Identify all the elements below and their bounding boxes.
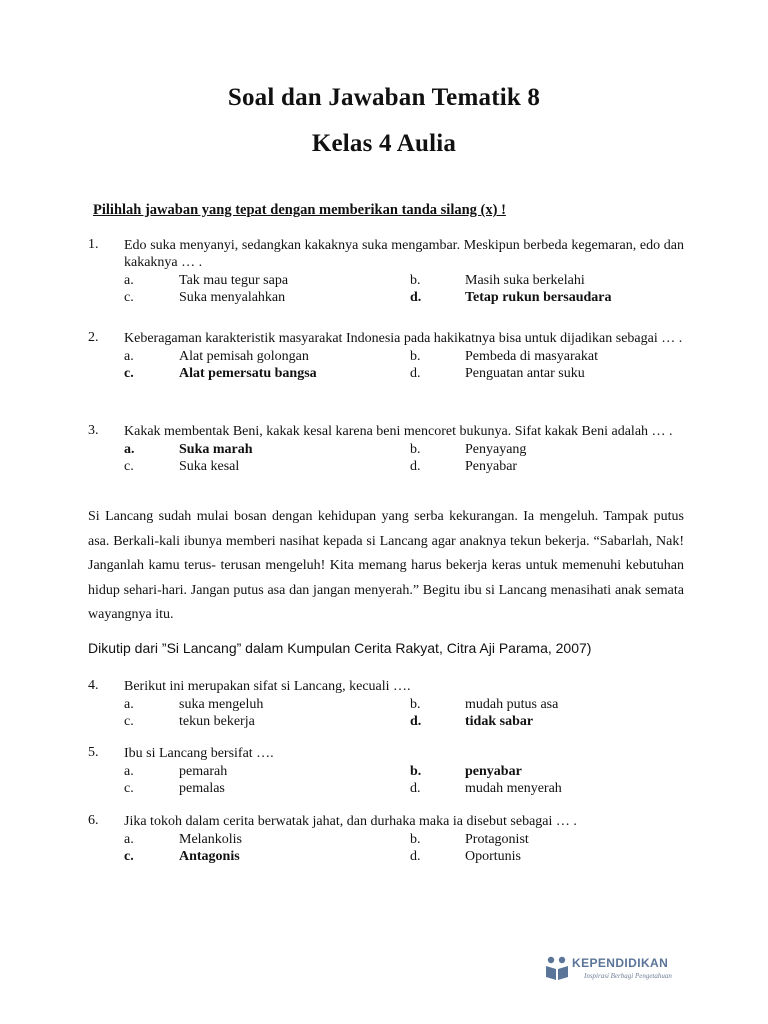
document-title: Soal dan Jawaban Tematik 8 bbox=[227, 84, 541, 111]
answer-options bbox=[88, 831, 684, 866]
option-letter: c. bbox=[124, 459, 134, 474]
answer-options bbox=[88, 272, 684, 307]
instruction-text: Pilihlah jawaban yang tepat dengan memberikan tanda silang (x) ! bbox=[93, 202, 506, 218]
question-item bbox=[88, 813, 684, 866]
option-text: Antagonis bbox=[179, 849, 240, 864]
answer-options bbox=[88, 441, 684, 476]
question-number: 4. bbox=[88, 678, 99, 693]
option-text: Masih suka berkelahi bbox=[465, 273, 585, 288]
option-letter: b. bbox=[410, 697, 421, 712]
question-stem bbox=[88, 330, 684, 347]
question-text: Berikut ini merupakan sifat si Lancang, kecuali …. bbox=[124, 679, 411, 694]
story-passage: Si Lancang sudah mulai bosan dengan kehidupan yang serba kekurangan. Ia mengeluh. Tampak putus asa. Berkali-kali ibunya memberi nasihat kepada si Lancang agar anaknya tekun bekerja. “Sabarlah, Nak! Janganlah kamu terus- terusan mengeluh! Kita memang harus bekerja keras untuk memenuhi kebutuhan hidup sehari-hari. Jangan putus asa dan jangan menyerah.” Begitu ibu si Lancang menasihati anak semata wayangnya itu. bbox=[88, 509, 684, 623]
publisher-logo bbox=[544, 952, 694, 992]
option-letter: a. bbox=[124, 764, 134, 779]
option-letter: d. bbox=[410, 714, 422, 729]
option-letter: a. bbox=[124, 442, 135, 457]
question-number: 3. bbox=[88, 423, 99, 438]
option-text: Suka marah bbox=[179, 442, 253, 457]
answer-options bbox=[88, 763, 684, 798]
option-text: tekun bekerja bbox=[179, 714, 255, 729]
question-item bbox=[88, 423, 684, 476]
option-letter: d. bbox=[410, 366, 421, 381]
option-letter: a. bbox=[124, 697, 134, 712]
question-text: Keberagaman karakteristik masyarakat Indonesia pada hakikatnya bisa untuk dijadikan sebagai … . bbox=[124, 331, 683, 346]
question-item bbox=[88, 237, 684, 307]
option-text: Melankolis bbox=[179, 832, 242, 847]
question-text: Ibu si Lancang bersifat …. bbox=[124, 746, 274, 761]
question-text: Edo suka menyanyi, sedangkan kakaknya suka mengambar. Meskipun berbeda kegemaran, edo dan kakaknya … . bbox=[124, 238, 684, 270]
question-stem bbox=[88, 813, 684, 830]
question-text: Jika tokoh dalam cerita berwatak jahat, dan durhaka maka ia disebut sebagai … . bbox=[124, 814, 577, 829]
option-letter: c. bbox=[124, 290, 134, 305]
question-item bbox=[88, 678, 684, 731]
question-stem bbox=[88, 237, 684, 271]
answer-options bbox=[88, 348, 684, 383]
question-number: 2. bbox=[88, 330, 99, 345]
option-letter: d. bbox=[410, 849, 421, 864]
question-item bbox=[88, 745, 684, 798]
option-letter: b. bbox=[410, 832, 421, 847]
option-letter: a. bbox=[124, 349, 134, 364]
answer-options bbox=[88, 696, 684, 731]
option-text: Alat pemisah golongan bbox=[179, 349, 309, 364]
option-letter: c. bbox=[124, 714, 134, 729]
question-stem bbox=[88, 745, 684, 762]
option-text: suka mengeluh bbox=[179, 697, 264, 712]
option-text: tidak sabar bbox=[465, 714, 534, 729]
option-letter: b. bbox=[410, 349, 421, 364]
question-stem bbox=[88, 678, 684, 695]
option-text: Penguatan antar suku bbox=[465, 366, 585, 381]
option-letter: c. bbox=[124, 366, 134, 381]
option-text: Penyabar bbox=[465, 459, 518, 474]
option-text: Protagonist bbox=[465, 832, 529, 847]
option-text: Pembeda di masyarakat bbox=[465, 349, 598, 364]
option-letter: c. bbox=[124, 849, 134, 864]
option-letter: d. bbox=[410, 781, 421, 796]
question-stem bbox=[88, 423, 684, 440]
option-text: pemarah bbox=[179, 764, 228, 779]
option-letter: b. bbox=[410, 442, 421, 457]
option-letter: a. bbox=[124, 273, 134, 288]
option-text: mudah putus asa bbox=[465, 697, 559, 712]
people-books-icon bbox=[544, 954, 570, 982]
logo-name: KEPENDIDIKAN bbox=[572, 956, 669, 970]
question-item bbox=[88, 330, 684, 383]
option-letter: b. bbox=[410, 764, 422, 779]
option-text: Tak mau tegur sapa bbox=[179, 273, 289, 288]
logo-tagline: Inspirasi Berbagi Pengetahuan bbox=[584, 972, 672, 980]
option-text: pemalas bbox=[179, 781, 225, 796]
option-letter: c. bbox=[124, 781, 134, 796]
option-text: Alat pemersatu bangsa bbox=[179, 366, 317, 381]
option-text: mudah menyerah bbox=[465, 781, 562, 796]
option-letter: d. bbox=[410, 290, 422, 305]
question-number: 6. bbox=[88, 813, 99, 828]
question-text: Kakak membentak Beni, kakak kesal karena beni mencoret bukunya. Sifat kakak Beni adalah … . bbox=[124, 424, 673, 439]
question-number: 1. bbox=[88, 237, 99, 252]
document-subtitle: Kelas 4 Aulia bbox=[311, 130, 457, 157]
option-text: penyabar bbox=[465, 764, 522, 779]
option-text: Suka kesal bbox=[179, 459, 240, 474]
option-text: Oportunis bbox=[465, 849, 521, 864]
option-letter: d. bbox=[410, 459, 421, 474]
passage-citation: Dikutip dari ”Si Lancang” dalam Kumpulan Cerita Rakyat, Citra Aji Parama, 2007) bbox=[88, 640, 592, 656]
question-number: 5. bbox=[88, 745, 99, 760]
option-text: Tetap rukun bersaudara bbox=[465, 290, 612, 305]
option-text: Suka menyalahkan bbox=[179, 290, 286, 305]
option-letter: b. bbox=[410, 273, 421, 288]
option-letter: a. bbox=[124, 832, 134, 847]
option-text: Penyayang bbox=[465, 442, 527, 457]
